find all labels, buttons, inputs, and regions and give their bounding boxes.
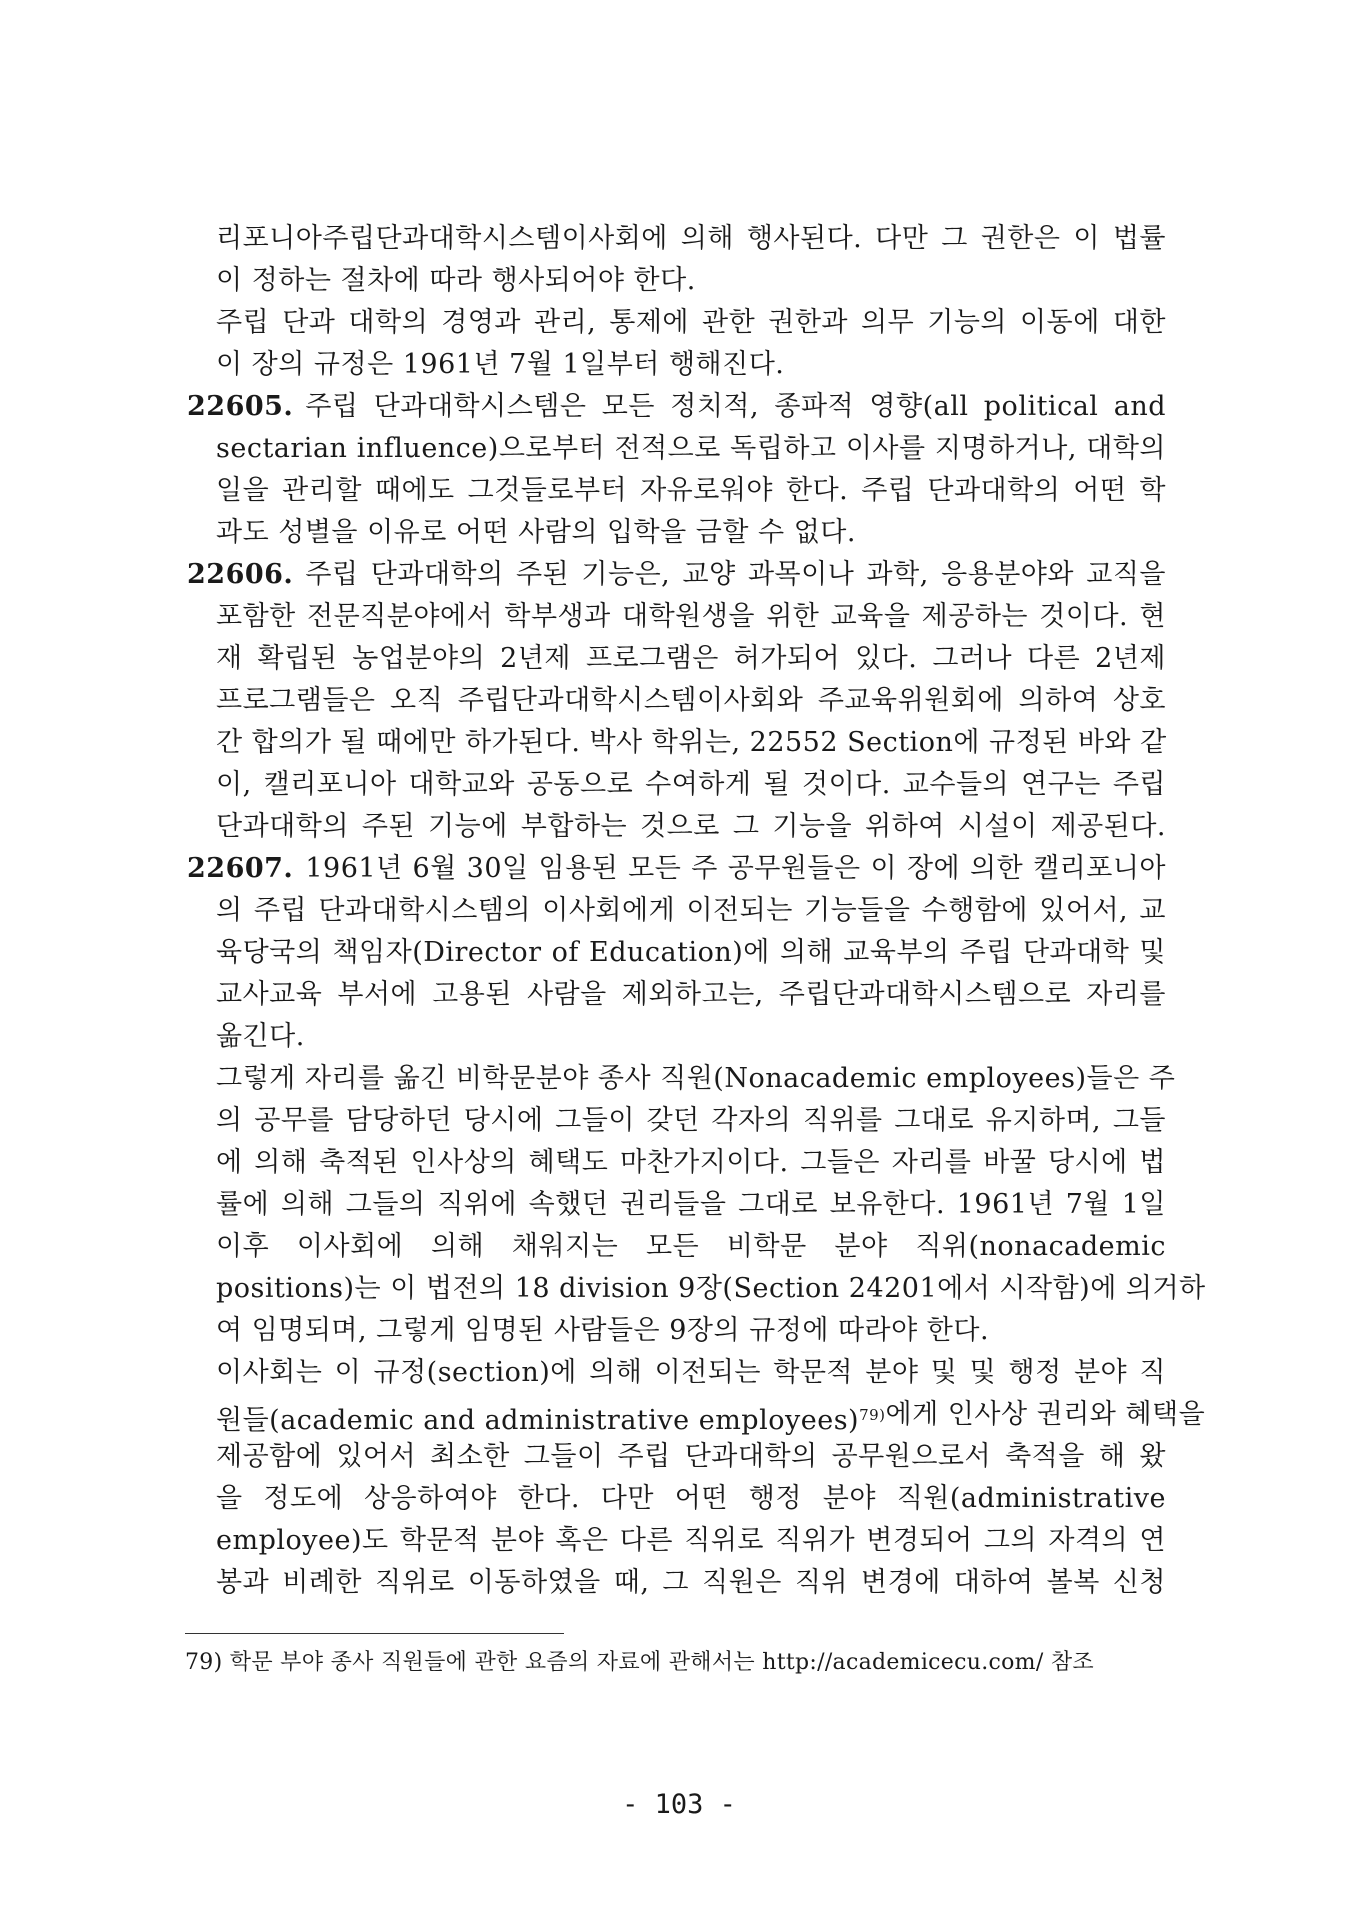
body-line: 에 의해 축적된 인사상의 혜택도 마찬가지이다. 그들은 자리를 바꿀 당시에 법 <box>216 1147 1166 1178</box>
body-line: 리포니아주립단과대학시스템이사회에 의해 행사된다. 다만 그 권한은 이 법률 <box>216 223 1166 254</box>
footnote-divider <box>185 1633 564 1634</box>
body-line: 봉과 비례한 직위로 이동하였을 때, 그 직원은 직위 변경에 대하여 볼복 신청 <box>216 1567 1166 1598</box>
body-line: 포함한 전문직분야에서 학부생과 대학원생을 위한 교육을 제공하는 것이다. 현 <box>216 601 1166 632</box>
body-line: 간 합의가 될 때에만 하가된다. 박사 학위는, 22552 Section에 규정된 바와 같 <box>216 727 1167 758</box>
body-line: 의 주립 단과대학시스템의 이사회에게 이전되는 기능들을 수행함에 있어서, 교 <box>216 895 1166 926</box>
section-22606-line <box>187 556 1166 594</box>
body-text: 에게 인사상 권리와 혜택을 <box>885 1399 1206 1430</box>
body-line: 교사교육 부서에 고용된 사람을 제외하고는, 주립단과대학시스템으로 자리를 <box>216 979 1166 1010</box>
body-line: 주립 단과대학시스템은 모든 정치적, 종파적 영향(all political and <box>305 391 1166 422</box>
body-line: 여 임명되며, 그렇게 임명된 사람들은 9장의 규정에 따라야 한다. <box>216 1315 990 1346</box>
body-line: positions)는 이 법전의 18 division 9장(Section 24201에서 시작함)에 의거하 <box>216 1273 1206 1304</box>
body-line-with-footnote <box>216 1396 1206 1440</box>
body-line: employee)도 학문적 분야 혹은 다른 직위로 직위가 변경되어 그의 자격의 연 <box>216 1525 1166 1556</box>
body-line: 이, 캘리포니아 대학교와 공동으로 수여하게 될 것이다. 교수들의 연구는 주립 <box>216 769 1166 800</box>
body-line: 을 정도에 상응하여야 한다. 다만 어떤 행정 분야 직원(administrative <box>216 1483 1166 1514</box>
body-line: 이 장의 규정은 1961년 7월 1일부터 행해진다. <box>216 349 785 380</box>
section-number: 22605. <box>187 391 294 422</box>
body-line: 육당국의 책임자(Director of Education)에 의해 교육부의 주립 단과대학 및 <box>216 937 1166 968</box>
body-line: 이 정하는 절차에 따라 행사되어야 한다. <box>216 265 696 296</box>
body-line: 주립 단과대학의 주된 기능은, 교양 과목이나 과학, 응용분야와 교직을 <box>305 559 1166 590</box>
section-22605-line <box>187 388 1166 426</box>
body-line: 단과대학의 주된 기능에 부합하는 것으로 그 기능을 위하여 시설이 제공된다. <box>216 811 1166 842</box>
body-line: 재 확립된 농업분야의 2년제 프로그램은 허가되어 있다. 그러나 다른 2년제 <box>216 643 1166 674</box>
body-line: 1961년 6월 30일 임용된 모든 주 공무원들은 이 장에 의한 캘리포니아 <box>305 853 1166 884</box>
body-line: 옮긴다. <box>216 1021 305 1052</box>
footnote-text: 79) 학문 부야 종사 직원들에 관한 요즘의 자료에 관해서는 http://academicecu.com/ 참조 <box>185 1650 1094 1675</box>
body-line: 과도 성별을 이유로 어떤 사람의 입학을 금할 수 없다. <box>216 517 856 548</box>
section-22607-line <box>187 850 1166 888</box>
body-line: 이후 이사회에 의해 채워지는 모든 비학문 분야 직위(nonacademic <box>216 1231 1166 1262</box>
body-line: 그렇게 자리를 옮긴 비학문분야 종사 직원(Nonacademic employees)들은 주 <box>216 1063 1176 1094</box>
body-line: 주립 단과 대학의 경영과 관리, 통제에 관한 권한과 의무 기능의 이동에 대한 <box>216 307 1166 338</box>
body-line: 제공함에 있어서 최소한 그들이 주립 단과대학의 공무원으로서 축적을 해 왔 <box>216 1441 1166 1472</box>
body-line: 일을 관리할 때에도 그것들로부터 자유로워야 한다. 주립 단과대학의 어떤 학 <box>216 475 1166 506</box>
body-text: 원들(academic and administrative employees) <box>216 1405 860 1436</box>
body-line: 이사회는 이 규정(section)에 의해 이전되는 학문적 분야 및 및 행정 분야 직 <box>216 1357 1166 1388</box>
footnote-reference[interactable]: 79) <box>859 1406 886 1424</box>
body-line: sectarian influence)으로부터 전적으로 독립하고 이사를 지명하거나, 대학의 <box>216 433 1166 464</box>
section-number: 22606. <box>187 559 294 590</box>
page-number: - 103 - <box>622 1789 736 1820</box>
body-line: 률에 의해 그들의 직위에 속했던 권리들을 그대로 보유한다. 1961년 7월 1일 <box>216 1189 1166 1220</box>
section-number: 22607. <box>187 853 294 884</box>
body-line: 프로그램들은 오직 주립단과대학시스템이사회와 주교육위원회에 의하여 상호 <box>216 685 1166 716</box>
body-line: 의 공무를 담당하던 당시에 그들이 갖던 각자의 직위를 그대로 유지하며, 그들 <box>216 1105 1166 1136</box>
